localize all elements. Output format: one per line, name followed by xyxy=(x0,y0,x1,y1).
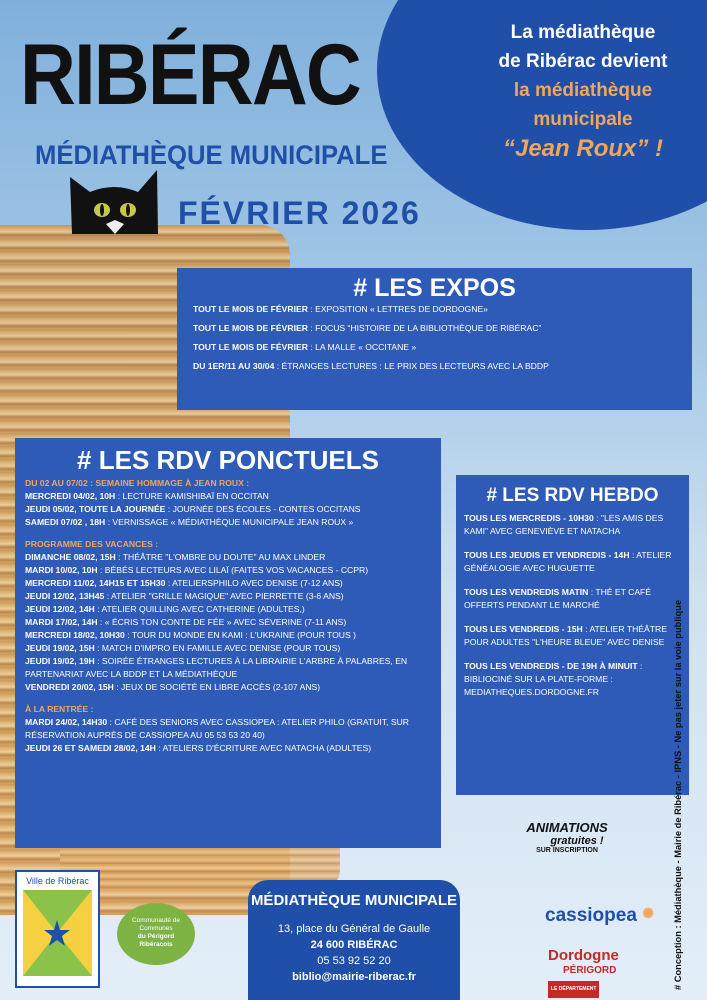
item-description: : "LES AMIS DES KAMI" AVEC GENEVIÈVE ET NATACHA xyxy=(464,513,664,536)
list-item xyxy=(193,322,676,335)
town-title: RIBÉRAC xyxy=(20,27,361,123)
page-subtitle: MÉDIATHÈQUE MUNICIPALE xyxy=(35,140,388,170)
item-description: : MATCH D'IMPRO EN FAMILLE AVEC DENISE (POUR TOUS) xyxy=(94,643,341,653)
item-description: : THÉ ET CAFÉ OFFERTS PENDANT LE MARCHÉ xyxy=(464,587,652,610)
item-when: TOUS LES MERCREDIS - 10H30 xyxy=(464,513,594,523)
item-when: TOUT LE MOIS DE FÉVRIER xyxy=(193,323,308,333)
hebdo-title: # LES RDV HEBDO xyxy=(486,485,659,506)
list-item xyxy=(25,503,431,516)
section-heading: PROGRAMME DES VACANCES : xyxy=(25,539,159,549)
list-item xyxy=(193,360,676,373)
item-when: JEUDI 12/02, 14H xyxy=(25,604,95,614)
animations-badge xyxy=(512,820,622,854)
announce-line1: La médiathèque xyxy=(510,22,656,43)
item-description: : FOCUS “HISTOIRE DE LA BIBLIOTHÈQUE DE RIBÉRAC” xyxy=(307,323,542,333)
item-when: MARDI 24/02, 14H30 xyxy=(25,717,108,727)
announce-line3: la médiathèque xyxy=(513,80,653,101)
list-item xyxy=(25,564,431,577)
item-description: : ATELIERSPHILO AVEC DENISE (7-12 ANS) xyxy=(165,578,343,588)
ville-label: Ville de Ribérac xyxy=(26,876,89,886)
section-heading: DU 02 AU 07/02 : SEMAINE HOMMAGE À JEAN ROUX : xyxy=(25,478,250,488)
announce-line4: municipale xyxy=(533,109,633,130)
item-when: MARDI 10/02, 10H xyxy=(25,565,98,575)
item-description: : ATELIER THÉÂTRE POUR ADULTES "L'HEURE BLEUE" AVEC DENISE xyxy=(464,624,667,647)
list-item xyxy=(25,716,431,742)
announce-line2: de Ribérac devient xyxy=(498,51,668,72)
list-item xyxy=(25,490,431,503)
footer-phone: 05 53 92 52 20 xyxy=(317,955,391,967)
item-description: : JOURNÉE DES ÉCOLES - CONTES OCCITANS xyxy=(165,504,361,514)
announce-line5: “Jean Roux” ! xyxy=(502,135,664,162)
item-when: TOUS LES VENDREDIS - DE 19H À MINUIT xyxy=(464,661,638,671)
item-description: : TOUR DU MONDE EN KAMI : L'UKRAINE (POUR TOUS ) xyxy=(124,630,356,640)
ville-logo xyxy=(15,870,100,988)
ponctuels-title: # LES RDV PONCTUELS xyxy=(77,445,379,475)
expos-list xyxy=(193,303,676,373)
list-item xyxy=(464,660,681,699)
footer-address: 13, place du Général de Gaulle xyxy=(277,923,431,935)
footer-contact xyxy=(248,880,460,1000)
item-description: : ATELIER QUILLING AVEC CATHERINE (ADULTES,) xyxy=(94,604,305,614)
dordogne-label: Dordogne xyxy=(548,947,619,964)
coat-of-arms-icon xyxy=(17,886,98,981)
item-description: : ATELIERS D'ÉCRITURE AVEC NATACHA (ADULTES) xyxy=(155,743,372,753)
list-item xyxy=(464,512,681,538)
item-when: JEUDI 19/02, 19H xyxy=(25,656,95,666)
list-item xyxy=(25,616,431,629)
list-item xyxy=(25,577,431,590)
cassiopea-logo xyxy=(545,905,654,927)
footer-email[interactable]: biblio@mairie-riberac.fr xyxy=(292,971,416,983)
list-item xyxy=(25,603,431,616)
item-when: TOUS LES JEUDIS ET VENDREDIS - 14H xyxy=(464,550,630,560)
list-item xyxy=(464,549,681,575)
cc-line3: Ribéracois xyxy=(139,941,173,948)
footer-title: MÉDIATHÈQUE MUNICIPALE xyxy=(250,892,458,909)
list-item xyxy=(25,551,431,564)
list-item xyxy=(193,303,676,316)
cc-line1: Communauté de Communes xyxy=(131,917,181,932)
item-when: SAMEDI 07/02 , 18H xyxy=(25,517,106,527)
list-item xyxy=(25,642,431,655)
item-description: : EXPOSITION « LETTRES DE DORDOGNE» xyxy=(307,304,488,314)
item-when: MERCREDI 04/02, 10H xyxy=(25,491,116,501)
item-when: TOUS LES VENDREDIS MATIN xyxy=(464,587,589,597)
hebdo-box xyxy=(456,475,689,795)
dordogne-logo xyxy=(548,948,648,998)
list-item xyxy=(193,341,676,354)
cat-image xyxy=(62,162,166,234)
expos-title: # LES EXPOS xyxy=(353,274,516,302)
departement-label: LE DÉPARTEMENT xyxy=(548,981,599,998)
ponctuels-box xyxy=(15,438,441,848)
communaute-communes-logo xyxy=(117,903,195,965)
item-description: : SOIRÉE ÉTRANGES LECTURES À LA LIBRAIRIE L'ARBRE À PALABRES, EN PARTENARIAT AVEC LA BDDP ET LA MÉDIATHÈQUE xyxy=(25,656,408,679)
item-when: JEUDI 05/02, TOUTE LA JOURNÉE xyxy=(25,504,166,514)
item-description: : ATELIER "GRILLE MAGIQUE" AVEC PIERRETTE (3-6 ANS) xyxy=(104,591,344,601)
item-description: : BÉBÉS LECTEURS AVEC LILAÏ (FAITES VOS VACANCES - CCPR) xyxy=(97,565,369,575)
item-when: JEUDI 19/02, 15H xyxy=(25,643,95,653)
item-description: : VERNISSAGE « MÉDIATHÈQUE MUNICIPALE JEAN ROUX » xyxy=(105,517,354,527)
item-when: MARDI 17/02, 14H xyxy=(25,617,98,627)
ponctuels-list xyxy=(25,477,431,755)
month-title: FÉVRIER 2026 xyxy=(178,195,421,231)
anim-line3: SUR INSCRIPTION xyxy=(536,847,598,854)
expos-box xyxy=(177,268,692,410)
list-item xyxy=(25,681,431,694)
anim-line2: gratuites ! xyxy=(550,835,604,847)
list-item xyxy=(25,629,431,642)
item-description: : ÉTRANGES LECTURES : LE PRIX DES LECTEURS AVEC LA BDDP xyxy=(274,361,549,371)
item-description: : THÉÂTRE "L'OMBRE DU DOUTE" AU MAX LINDER xyxy=(115,552,326,562)
item-description: : BIBLIOCINÉ SUR LA PLATE-FORME : MEDIATHEQUES.DORDOGNE.FR xyxy=(464,661,643,697)
list-item xyxy=(25,516,431,529)
item-description: : ATELIER GÉNÉALOGIE AVEC HUGUETTE xyxy=(464,550,672,573)
item-description: : JEUX DE SOCIÉTÉ EN LIBRE ACCÈS (2-107 ANS) xyxy=(113,682,321,692)
item-when: MERCREDI 11/02, 14H15 ET 15H30 xyxy=(25,578,166,588)
cc-line2: du Périgord xyxy=(137,933,175,940)
item-description: : CAFÉ DES SENIORS AVEC CASSIOPEA : ATELIER PHILO (GRATUIT, SUR RÉSERVATION AUPRÈS DE CASSIOPEA AU 05 53 53 20 40) xyxy=(25,717,409,740)
item-description: : LA MALLE « OCCITANE » xyxy=(307,342,417,352)
item-when: JEUDI 12/02, 13H45 xyxy=(25,591,105,601)
list-item xyxy=(25,655,431,681)
item-when: TOUT LE MOIS DE FÉVRIER xyxy=(193,304,308,314)
cassiopea-label: cassiopea xyxy=(545,905,637,926)
item-when: JEUDI 26 ET SAMEDI 28/02, 14H xyxy=(25,743,156,753)
list-item xyxy=(25,742,431,755)
item-when: VENDREDI 20/02, 15H xyxy=(25,682,114,692)
sun-icon: ✺ xyxy=(642,905,654,921)
list-item xyxy=(464,623,681,649)
item-when: MERCREDI 18/02, 10H30 xyxy=(25,630,125,640)
item-when: DU 1ER/11 AU 30/04 xyxy=(193,361,275,371)
item-description: : « ÉCRIS TON CONTE DE FÉE » AVEC SÉVERINE (7-11 ANS) xyxy=(97,617,347,627)
list-item xyxy=(25,590,431,603)
footer-city: 24 600 RIBÉRAC xyxy=(310,939,398,951)
announcement-text xyxy=(468,18,698,163)
item-when: TOUT LE MOIS DE FÉVRIER xyxy=(193,342,308,352)
perigord-label: PÉRIGORD xyxy=(563,965,617,976)
item-when: TOUS LES VENDREDIS - 15H xyxy=(464,624,583,634)
list-item xyxy=(464,586,681,612)
section-heading: À LA RENTRÉE : xyxy=(25,704,94,714)
item-when: DIMANCHE 08/02, 15H xyxy=(25,552,116,562)
side-legal-note: # Conception : Médiathèque - Mairie de Ribérac - IPNS - Ne pas jeter sur la voie publique xyxy=(673,599,683,990)
anim-line1: ANIMATIONS xyxy=(526,820,608,835)
item-description: : LECTURE KAMISHIBAÏ EN OCCITAN xyxy=(115,491,269,501)
hebdo-list xyxy=(464,512,681,699)
